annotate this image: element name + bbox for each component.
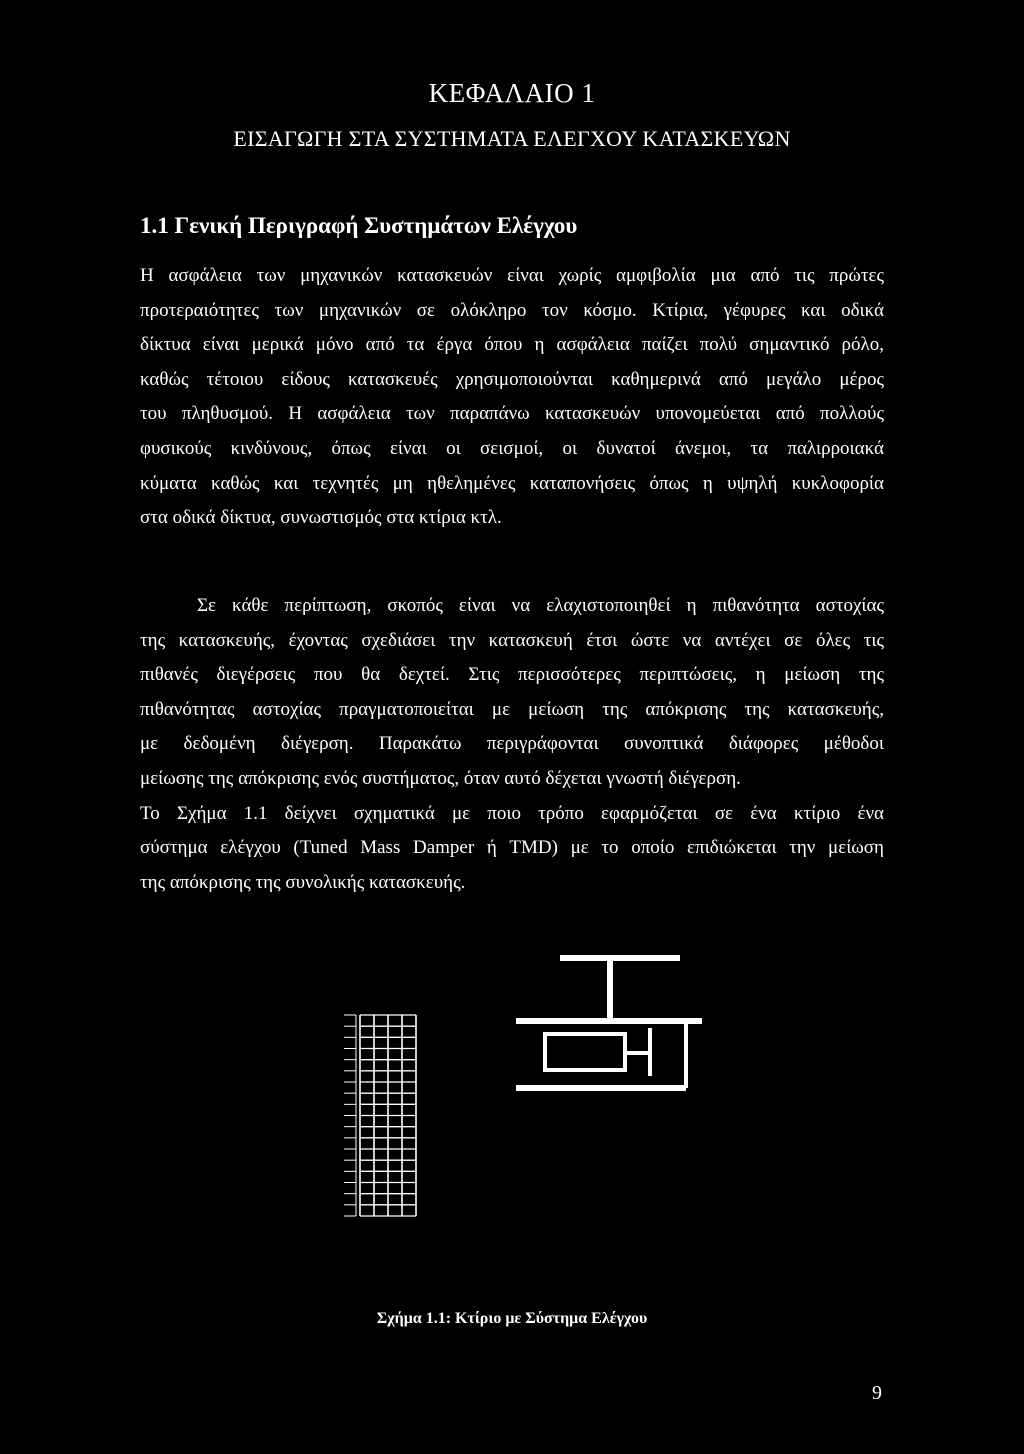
paragraph-line: της κατασκευής, έχοντας σχεδιάσει την κατασκευή έτσι ώστε να αντέχει σε όλες τις	[140, 629, 884, 651]
paragraph-line: πιθανότητας αστοχίας πραγματοποιείται με μείωση της απόκρισης της κατασκευής,	[140, 698, 884, 720]
tmd-schematic	[516, 958, 702, 1088]
chapter-subtitle: ΕΙΣΑΓΩΓΗ ΣΤΑ ΣΥΣΤΗΜΑΤΑ ΕΛΕΓΧΟΥ ΚΑΤΑΣΚΕΥΩΝ	[233, 126, 791, 151]
page-number: 9	[872, 1382, 882, 1404]
paragraph-line: καθώς τέτοιου είδους κατασκευές χρησιμοποιούνται καθημερινά από μεγάλο μέρος	[140, 368, 884, 390]
paragraph-line: στα οδικά δίκτυα, συνωστισμός στα κτίρια κτλ.	[140, 507, 502, 529]
paragraph-line: φυσικούς κινδύνους, όπως είναι οι σεισμοί, οι δυνατοί άνεμοι, τα παλιρροιακά	[140, 437, 884, 459]
paragraph-line: του πληθυσμού. Η ασφάλεια των παραπάνω κατασκευών υπονομεύεται από πολλούς	[140, 403, 884, 425]
chapter-title: ΚΕΦΑΛΑΙΟ 1	[428, 78, 596, 108]
paragraph-line: πιθανές διεγέρσεις που θα δεχτεί. Στις περισσότερες περιπτώσεις, η μείωση της	[140, 664, 884, 686]
paragraph-line: μείωσης της απόκρισης ενός συστήματος, όταν αυτό δέχεται γνωστή διέγερση.	[140, 767, 741, 789]
paragraph-line: σύστημα ελέγχου (Tuned Mass Damper ή TMD) με το οποίο επιδιώκεται την μείωση	[140, 837, 884, 859]
paragraph-line: με δεδομένη διέγερση. Παρακάτω περιγράφονται συνοπτικά διάφορες μέθοδοι	[140, 733, 884, 755]
section-heading: 1.1 Γενική Περιγραφή Συστημάτων Ελέγχου	[140, 213, 578, 238]
paragraph-1	[140, 259, 884, 536]
paragraph-line: κύματα καθώς και τεχνητές μη ηθελημένες καταπονήσεις όπως η υψηλή κυκλοφορία	[140, 472, 884, 494]
paragraph-line: Σε κάθε περίπτωση, σκοπός είναι να ελαχιστοποιηθεί η πιθανότητα αστοχίας	[197, 595, 884, 616]
paragraph-2	[140, 589, 884, 900]
paragraph-line: Η ασφάλεια των μηχανικών κατασκευών είναι χωρίς αμφιβολία μια από τις πρώτες	[140, 265, 884, 286]
paragraph-line: Το Σχήμα 1.1 δείχνει σχηματικά με ποιο τρόπο εφαρμόζεται σε ένα κτίριο ένα	[140, 802, 884, 824]
building-tmd-figure	[320, 950, 720, 1250]
figure-caption: Σχήμα 1.1: Κτίριο με Σύστημα Ελέγχου	[376, 1310, 648, 1327]
damper-mass-box	[545, 1034, 625, 1070]
building-grid-drawing	[344, 1015, 416, 1216]
paragraph-line: της απόκρισης της συνολικής κατασκευής.	[140, 871, 466, 893]
paragraph-line: προτεραιότητες των μηχανικών σε ολόκληρο τον κόσμο. Κτίρια, γέφυρες και οδικά	[140, 299, 884, 321]
paragraph-line: δίκτυα είναι μερικά μόνο από τα έργα όπου η ασφάλεια παίζει πολύ σημαντικό ρόλο,	[140, 334, 884, 356]
